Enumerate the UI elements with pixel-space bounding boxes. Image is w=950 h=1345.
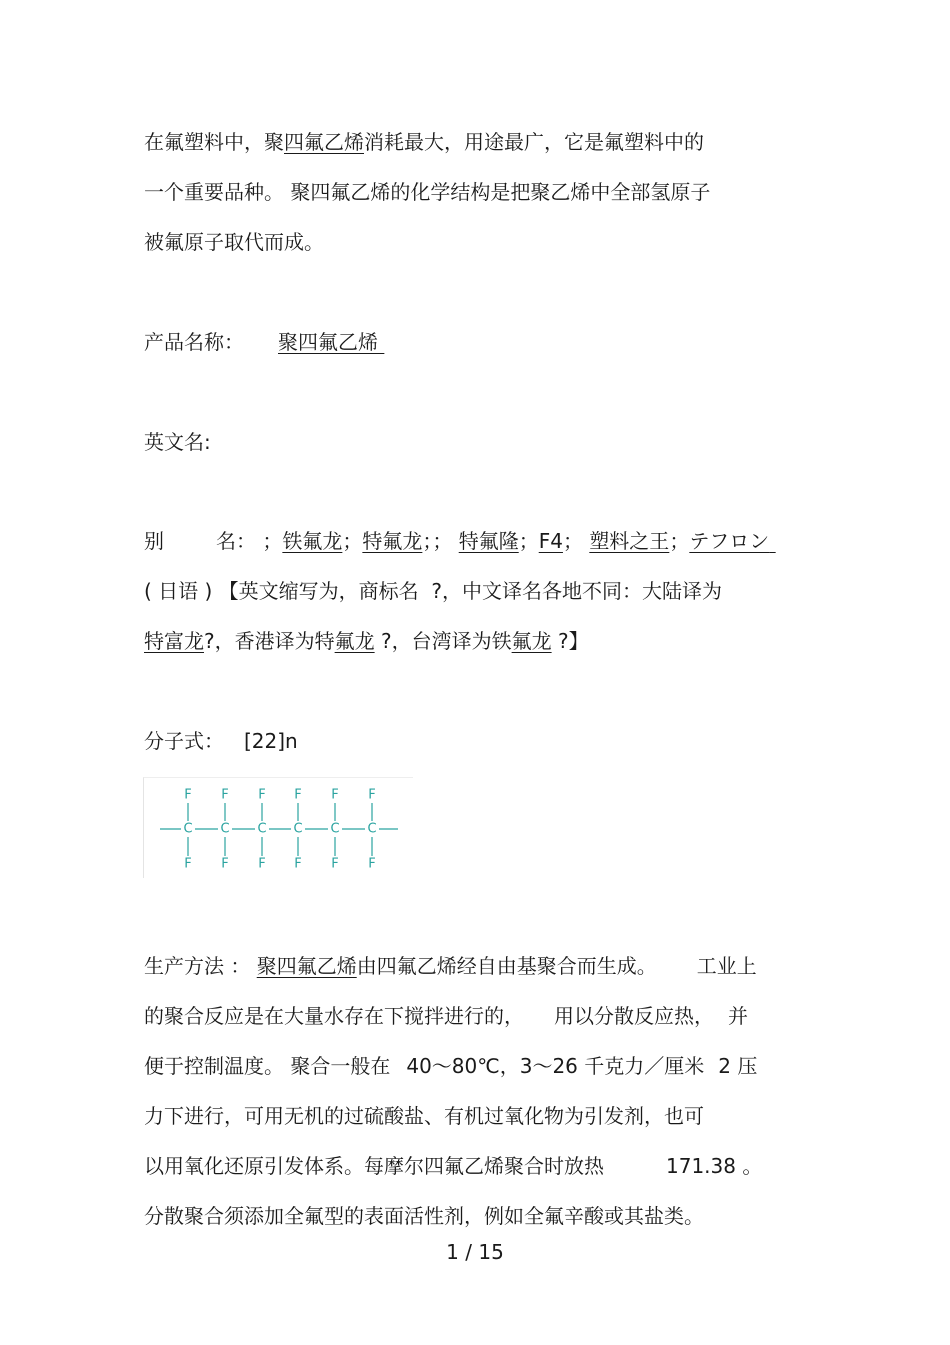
product-name-value[interactable]: 聚四氟乙烯 xyxy=(278,330,378,354)
alias-link-3[interactable]: 特氟隆 xyxy=(458,529,519,553)
page-number: 1 / 15 xyxy=(446,1240,504,1264)
method-text: 工业上 xyxy=(696,954,757,978)
intro-line-3: 被氟原子取代而成。 xyxy=(144,230,324,254)
alias-link-hongkong[interactable]: 氟龙 xyxy=(334,629,375,653)
fluorine-atom-top: F xyxy=(221,787,229,803)
fluorine-atom-bottom: F xyxy=(184,856,192,872)
fluorine-atom-top: F xyxy=(184,787,192,803)
method-text: 2 压 xyxy=(718,1054,758,1078)
method-text: 以用氧化还原引发体系。每摩尔四氟乙烯聚合时放热 xyxy=(144,1154,604,1178)
separator: ； xyxy=(342,529,363,553)
method-line-2 xyxy=(144,1002,748,1030)
english-name-label: 英文名: xyxy=(144,430,211,454)
fluorine-atom-bottom: F xyxy=(368,856,376,872)
product-name-label: 产品名称： xyxy=(144,330,244,354)
intro-text: 在氟塑料中，聚 xyxy=(144,130,284,154)
separator: ； xyxy=(669,529,690,553)
structure-svg xyxy=(144,778,413,878)
carbon-atom: C xyxy=(293,821,303,837)
fluorine-atom-top: F xyxy=(331,787,339,803)
alias-label-a: 别 xyxy=(144,529,164,553)
alias-link-1[interactable]: 铁氟龙 xyxy=(282,529,343,553)
separator: ； xyxy=(262,529,283,553)
fluorine-atom-bottom: F xyxy=(294,856,302,872)
alias-link-2[interactable]: 特氟龙 xyxy=(362,529,423,553)
method-text: 40～80℃，3～26 千克力／厘米 xyxy=(406,1054,705,1078)
method-line-4: 力下进行，可用无机的过硫酸盐、有机过氧化物为引发剂，也可 xyxy=(144,1104,704,1128)
method-link-ptfe[interactable]: 聚四氟乙烯 xyxy=(256,954,357,978)
carbon-atom: C xyxy=(183,821,193,837)
fluorine-atom-bottom: F xyxy=(221,856,229,872)
method-text: 便于控制温度。 聚合一般在 xyxy=(144,1054,391,1078)
alias-link-4[interactable]: F4 xyxy=(538,529,563,553)
formula-label: 分子式： xyxy=(144,729,224,753)
method-text: 171.38 。 xyxy=(666,1154,763,1178)
method-line-1 xyxy=(144,952,757,980)
separator: ；； xyxy=(422,529,453,553)
alias-line-2: ( 日语 ) 【英文缩写为，商标名 ?，中文译名各地不同：大陆译为 xyxy=(144,579,723,603)
alias-link-mainland[interactable]: 特富龙 xyxy=(144,629,204,653)
separator: ； xyxy=(562,529,583,553)
carbon-atom: C xyxy=(330,821,340,837)
intro-line-1 xyxy=(144,128,704,156)
alias-link-5[interactable]: 塑料之王 xyxy=(589,529,670,553)
carbon-atom: C xyxy=(257,821,267,837)
fluorine-atom-top: F xyxy=(294,787,302,803)
intro-link-ptfe[interactable]: 四氟乙烯 xyxy=(284,130,364,154)
alias-link-6[interactable]: テフロン xyxy=(689,529,770,553)
formula-value: [22]n xyxy=(244,729,298,753)
carbon-atom: C xyxy=(367,821,377,837)
separator: ； xyxy=(518,529,539,553)
product-name-row xyxy=(144,328,384,356)
alias-link-taiwan[interactable]: 氟龙 xyxy=(511,629,552,653)
alias-line-3 xyxy=(144,627,589,655)
alias-text: ?，香港译为特 xyxy=(204,629,335,653)
method-label: 生产方法 ： xyxy=(144,954,251,978)
method-line-6: 分散聚合须添加全氟型的表面活性剂，例如全氟辛酸或其盐类。 xyxy=(144,1204,704,1228)
method-line-3 xyxy=(144,1052,757,1080)
intro-text: 消耗最大，用途最广，它是氟塑料中的 xyxy=(364,130,704,154)
alias-text: ?】 xyxy=(557,629,589,653)
structure-diagram xyxy=(143,777,413,878)
fluorine-atom-bottom: F xyxy=(331,856,339,872)
formula-row xyxy=(144,727,298,755)
intro-line-2: 一个重要品种。 聚四氟乙烯的化学结构是把聚乙烯中全部氢原子 xyxy=(144,180,711,204)
fluorine-atom-top: F xyxy=(368,787,376,803)
alias-label-b: 名： xyxy=(216,529,256,553)
alias-line-1 xyxy=(144,527,776,555)
method-line-5 xyxy=(144,1152,762,1180)
method-text: 由四氟乙烯经自由基聚合而生成。 xyxy=(356,954,657,978)
method-text: 的聚合反应是在大量水存在下搅拌进行的， xyxy=(144,1004,524,1028)
method-text: 用以分散反应热， xyxy=(554,1004,714,1028)
method-text: 并 xyxy=(728,1004,748,1028)
fluorine-atom-top: F xyxy=(258,787,266,803)
carbon-atom: C xyxy=(220,821,230,837)
fluorine-atom-bottom: F xyxy=(258,856,266,872)
alias-text: ?，台湾译为铁 xyxy=(380,629,512,653)
